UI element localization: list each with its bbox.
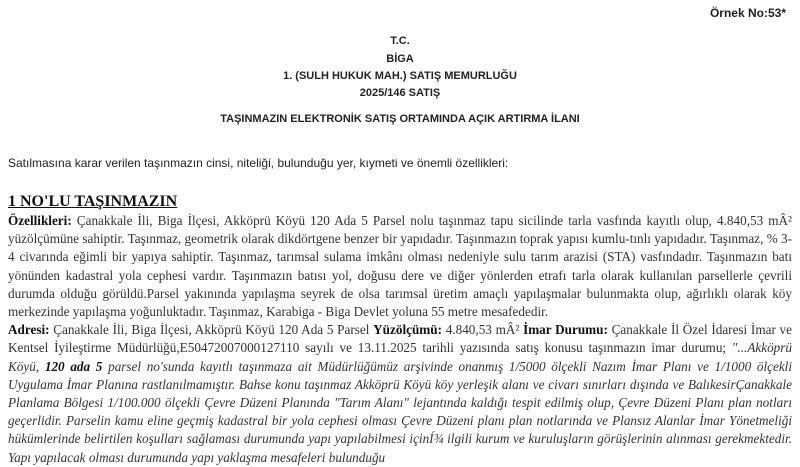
address-label: Adresi: — [8, 322, 50, 338]
zoning-quote-parcel: 120 ada 5 — [44, 358, 103, 374]
intro-text: Satılmasına karar verilen taşınmazın cinsi, niteliği, bulunduğu yer, kıymeti ve önemli özellikleri: — [8, 156, 509, 170]
header-file-number: 2025/146 SATIŞ — [359, 87, 441, 99]
zoning-quote-text: parsel no'sunda kayıtlı taşınmaza ait Müdürlüğümüz arşivinde onanmış 1/5000 ölçekli Nazım İmar Planı ve 1/1000 ölçekli Uygulama İmar Planına rastlanılmamıştır. Bahse konu taşınmaz Akköprü Köyü köy yerleşik alanı ve civarı sınırları dışında ve BalıkesirÇanakkale Planlama Bölgesi 1/100.000 ölçekli Çevre Düzeni Planında "Tarım Alanı" lejantında kaldığı tespit edilmiş olup, Çevre Düzeni Planı plan notları geçerlidir. Parselin kamu eline geçmiş kadastral bir yola cephesi olması Çevre Düzeni planı plan notlarında ve Plansız Alanlar İmar Yönetmeliği hükümlerinde belirtilen koşulları sağlaması durumunda yapı yapılabilmesi içinÍ¾ ilgili kurum ve kuruluşların görüşlerinin alınması gerekmektedir. Yapı yapılacak olması durumunda yapı yaklaşma mesafeleri bulunduğu — [8, 358, 793, 465]
property-description — [8, 212, 792, 467]
zoning-text: Çanakkale İl Özel İdaresi İmar ve Kentsel İyileştirme Müdürlüğü,E50472007000127110 sayılı ve 13.11.2025 tarihli yazısında satış konusu taşınmazın imar durumu; — [8, 322, 792, 356]
features-label: Özellikleri: — [8, 213, 72, 228]
property-title: 1 NO'LU TAŞINMAZIN — [8, 193, 178, 210]
features-text: Çanakkale İli, Biga İlçesi, Akköprü Köyü 120 Ada 5 Parsel nolu taşınmaz tapu sicilinde tarla vasfında kayıtlı olup, 4.840,53 mÂ² yüzölçümüne sahiptir. Taşınmaz, geometrik olarak dikdörtgene benzer bir yapıdadır. Taşınmazın toprak yapısı kumlu-tınlı yapıdadır. Taşınmaz, % 3-4 civarında eğimli bir yapıya sahiptir. Taşınmaz, tarımsal sulama imkânı olması nedeniyle sulu tarım arazisi (STA) vasfındadır. Taşınmazın batı yönünden kadastral yola cephesi vardır. Taşınmazın batısı yol, doğusu dere ve diğer yönlerden etrafı tarla olarak kullanılan parsellerle çevrili durumda olduğu görüldü.Parsel yakınında yapılaşma seyrek de olsa tarımsal üretim amaçlı yapılaşmalar bulunmakta olup, ağırlıklı olarak köy merkezinde yapılaşma yoğunluktadır. Taşınmaz, Karabiga - Biga Devlet yoluna 55 metre mesafededir. — [8, 213, 792, 320]
address-paragraph — [8, 321, 792, 467]
header-city: BİGA — [386, 53, 414, 65]
header-tc: T.C. — [390, 35, 410, 47]
sample-number: Örnek No:53* — [709, 6, 786, 20]
area-text: 4.840,53 mÂ² — [442, 322, 524, 338]
address-text: Çanakkale İli, Biga İlçesi, Akköprü Köyü 120 Ada 5 Parsel — [49, 322, 374, 338]
header-office: 1. (SULH HUKUK MAH.) SATIŞ MEMURLUĞU — [283, 70, 517, 82]
area-label: Yüzölçümü: — [373, 322, 443, 338]
zoning-label: İmar Durumu: — [523, 322, 608, 338]
features-paragraph — [8, 212, 792, 321]
announcement-title: TAŞINMAZIN ELEKTRONİK SATIŞ ORTAMINDA AÇIK ARTIRMA İLANI — [220, 113, 580, 125]
zoning-quote-start: "...Akköprü Köyü, — [8, 340, 792, 374]
